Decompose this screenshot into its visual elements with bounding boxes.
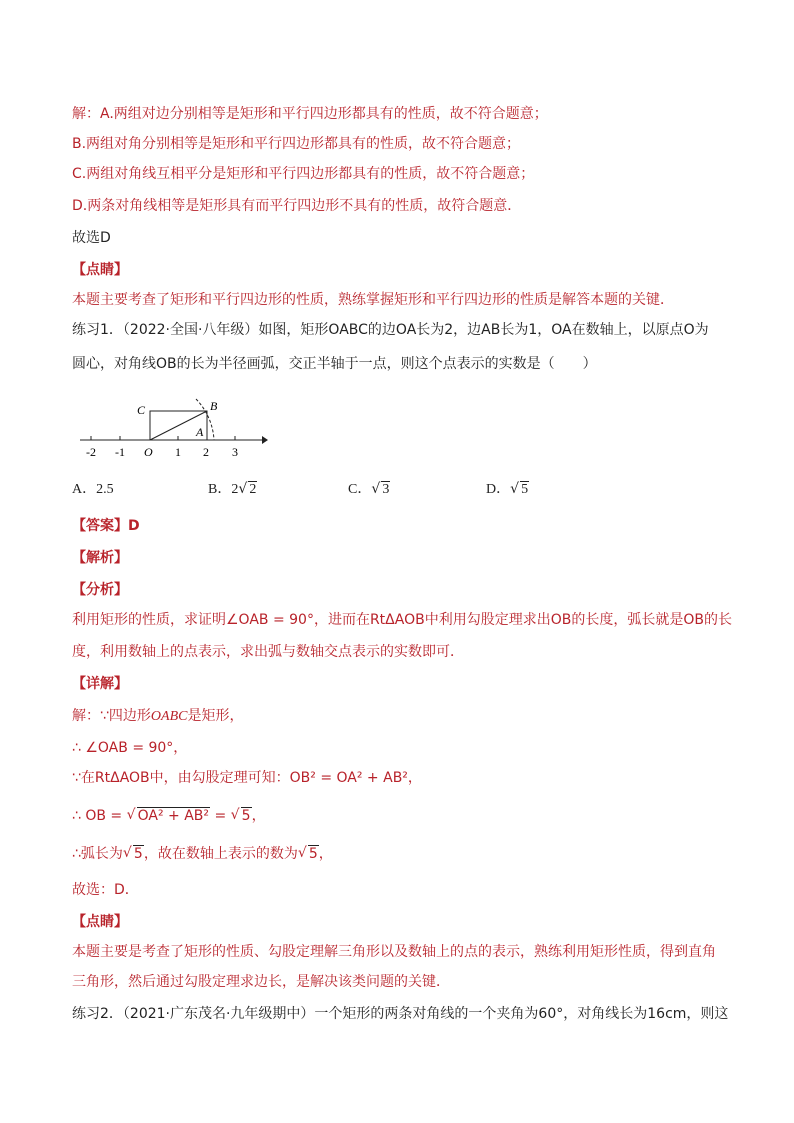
solution-line-3: ∵在RtΔAOB中，由勾股定理可知：OB² = OA² + AB²， bbox=[72, 770, 422, 786]
solution-line-4: ∴ OB = √ OA² + AB² = √ 5， bbox=[72, 806, 266, 826]
option-a: A．2.5 bbox=[72, 482, 114, 497]
tick-label: 2 bbox=[203, 445, 209, 459]
line-5: 故选D bbox=[72, 230, 111, 246]
tick-label: -2 bbox=[86, 445, 96, 459]
solution-line-5: ∴弧长为√ 5，故在数轴上表示的数为√ 5， bbox=[72, 844, 333, 864]
label-c: C bbox=[137, 403, 146, 417]
line-3: C.两组对角线互相平分是矩形和平行四边形都具有的性质，故不符合题意； bbox=[72, 166, 535, 182]
label-b: B bbox=[210, 399, 218, 413]
line-2: B.两组对角分别相等是矩形和平行四边形都具有的性质，故不符合题意； bbox=[72, 136, 521, 152]
question-1-line-1: 练习1．（2022·全国·八年级）如图，矩形OABC的边OA长为2，边AB长为1，OA在数轴上，以原点O为 bbox=[72, 322, 709, 338]
number-line-figure bbox=[78, 396, 278, 460]
question-2-line-1: 练习2．（2021·广东茂名·九年级期中）一个矩形的两条对角线的一个夹角为60°，对角线长为16cm，则这 bbox=[72, 1006, 729, 1022]
axis-arrow bbox=[262, 436, 268, 444]
section-fenxi: 【分析】 bbox=[72, 582, 128, 598]
tick-label: 3 bbox=[232, 445, 238, 459]
text: 解：A.两组对边分别相等是矩形和平行四边形都具有的性质，故不符合题意； bbox=[72, 106, 548, 122]
summary-line-1: 本题主要是考查了矩形的性质、勾股定理解三角形以及数轴上的点的表示，熟练利用矩形性质，得到直角 bbox=[72, 944, 716, 960]
section-xiangjie: 【详解】 bbox=[72, 676, 128, 692]
section-dianjing-2: 【点睛】 bbox=[72, 914, 128, 930]
section-dianjing-1: 【点睛】 bbox=[72, 262, 128, 278]
answer-line: 【答案】D bbox=[72, 518, 140, 534]
options-row bbox=[72, 480, 672, 502]
label-a: A bbox=[196, 425, 204, 439]
section-jiexi: 【解析】 bbox=[72, 550, 128, 566]
line-4: D.两条对角线相等是矩形具有而平行四边形不具有的性质，故符合题意． bbox=[72, 198, 522, 214]
option-c: C．√ 3 bbox=[348, 480, 390, 500]
question-1-line-2: 圆心，对角线OB的长为半径画弧，交正半轴于一点，则这个点表示的实数是（ ） bbox=[72, 356, 597, 372]
summary-line-2: 三角形，然后通过勾股定理求边长，是解决该类问题的关键． bbox=[72, 974, 450, 990]
option-b: B．2√ 2 bbox=[208, 480, 257, 500]
solution-line-2: ∴ ∠OAB = 90°， bbox=[72, 740, 188, 756]
tick-label: O bbox=[144, 445, 153, 459]
line-7: 本题主要考查了矩形和平行四边形的性质，熟练掌握矩形和平行四边形的性质是解答本题的关键． bbox=[72, 292, 674, 308]
solution-line-1: 解：∵四边形OABC是矩形， bbox=[72, 708, 244, 724]
line-1 bbox=[72, 104, 548, 124]
solution-line-6: 故选：D． bbox=[72, 882, 139, 898]
analysis-line-2: 度，利用数轴上的点表示，求出弧与数轴交点表示的实数即可． bbox=[72, 644, 464, 660]
analysis-line-1: 利用矩形的性质，求证明∠OAB = 90°，进而在RtΔAOB中利用勾股定理求出OB的长度，弧长就是OB的长 bbox=[72, 612, 732, 628]
option-d: D．√ 5 bbox=[486, 480, 529, 500]
tick-label: -1 bbox=[115, 445, 125, 459]
tick-label: 1 bbox=[175, 445, 181, 459]
